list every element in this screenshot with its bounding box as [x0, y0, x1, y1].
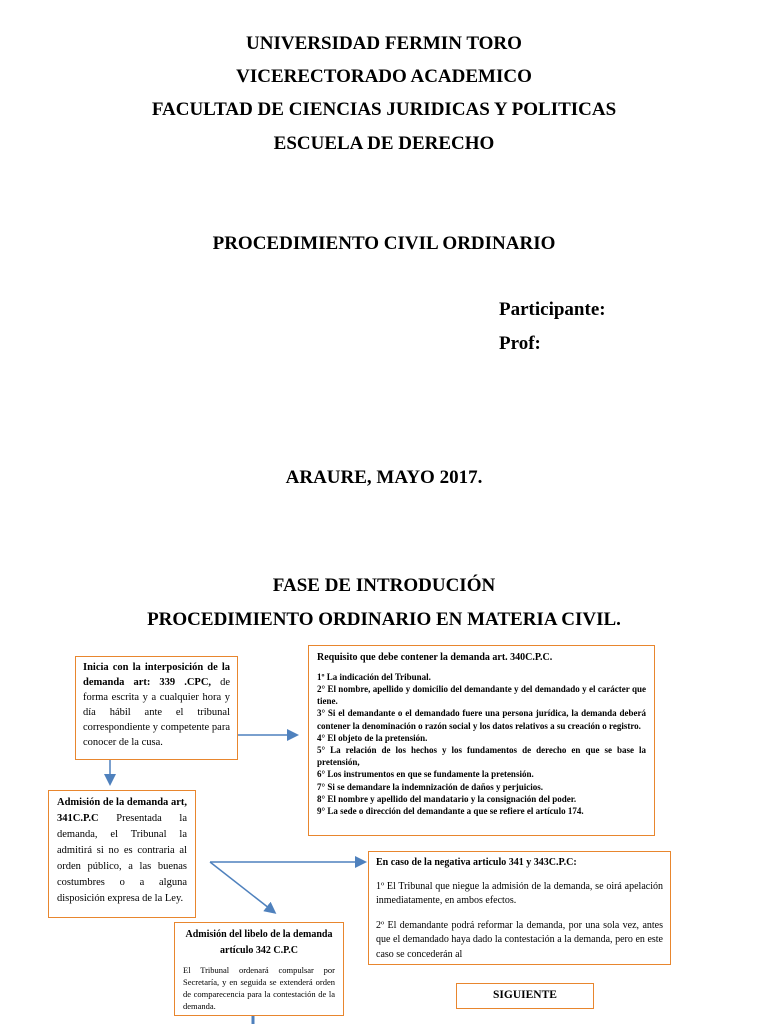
arrow-admision-to-libelo	[210, 862, 274, 912]
document-title: PROCEDIMIENTO CIVIL ORDINARIO	[212, 233, 556, 254]
libelo-text: El Tribunal ordenará compulsar por Secretaría, y en seguida se extenderá orden de comparecencia para la contestación de la demanda.	[183, 965, 335, 1012]
box-admision-libelo	[174, 922, 344, 1016]
school-name: ESCUELA DE DERECHO	[273, 133, 495, 154]
admision-bold: Admisión de la demanda art, 341C.P.C	[57, 797, 187, 824]
box-requisitos	[308, 645, 655, 836]
participante-label: Participante:	[499, 299, 606, 320]
university-name: UNIVERSIDAD FERMIN TORO	[246, 33, 522, 54]
faculty-name: FACULTAD DE CIENCIAS JURIDICAS Y POLITICAS	[151, 99, 617, 120]
negativa-p1: 1º El Tribunal que niegue la admisión de la demanda, se oirá apelación inmediatamente, en ambos efectos.	[376, 880, 663, 906]
requisito-item: 9° La sede o dirección del demandante a que se refiere el artículo 174.	[317, 806, 584, 817]
section-title: FASE DE INTRODUCIÓN	[272, 575, 496, 596]
requisito-item: 3° Si el demandante o el demandado fuere una persona jurídica, la demanda deberá contener la denominación o razón social y los datos relativos a su creación o registro.	[317, 708, 646, 731]
box-admision-demanda	[48, 790, 196, 918]
negativa-p2: 2º El demandante podrá reformar la demanda, por una sola vez, antes que el demandado haya dado la contestación a la demanda, pero en este caso se concederán al	[376, 919, 663, 960]
siguiente-box	[456, 983, 594, 1009]
requisito-item: 8° El nombre y apellido del mandatario y la consignación del poder.	[317, 793, 577, 804]
section-subtitle: PROCEDIMIENTO ORDINARIO EN MATERIA CIVIL.	[147, 609, 621, 630]
libelo-title: Admisión del libelo de la demanda artículo 342 C.P.C	[185, 929, 333, 956]
place-date: ARAURE, MAYO 2017.	[285, 467, 483, 488]
vicerrectorado: VICERECTORADO ACADEMICO	[236, 66, 532, 87]
requisitos-title: Requisito que debe contener la demanda art. 340C.P.C.	[317, 652, 553, 663]
requisito-item: 4° El objeto de la pretensión.	[317, 732, 428, 743]
negativa-title: En caso de la negativa articulo 341 y 343C.P.C:	[376, 857, 577, 868]
siguiente-label: SIGUIENTE	[493, 989, 557, 1001]
requisito-item: 6° Los instrumentos en que se fundamente la pretensión.	[317, 769, 534, 780]
inicia-bold: Inicia con la interposición de la demanda art: 339 .CPC,	[83, 662, 230, 688]
box-inicia-demanda	[75, 656, 238, 760]
requisito-item: 2° El nombre, apellido y domicilio del demandante y del demandado y el carácter que tiene.	[317, 683, 646, 707]
box-negativa	[368, 851, 671, 965]
requisito-item: 1º La indicación del Tribunal.	[317, 671, 431, 682]
prof-label: Prof:	[499, 333, 541, 354]
inicia-text: de forma escrita y a cualquier hora y día hábil ante el tribunal correspondiente y competente para conocer de la cusa.	[83, 676, 230, 748]
requisito-item: 5° La relación de los hechos y los fundamentos de derecho en que se base la pretensión,	[317, 745, 646, 768]
requisito-item: 7° Si se demandare la indemnización de daños y perjuicios.	[317, 781, 543, 792]
admision-text: Presentada la demanda, el Tribunal la admitirá si no es contraria al orden público, a las buenas costumbres o a alguna disposición expresa de la Ley.	[57, 812, 187, 904]
